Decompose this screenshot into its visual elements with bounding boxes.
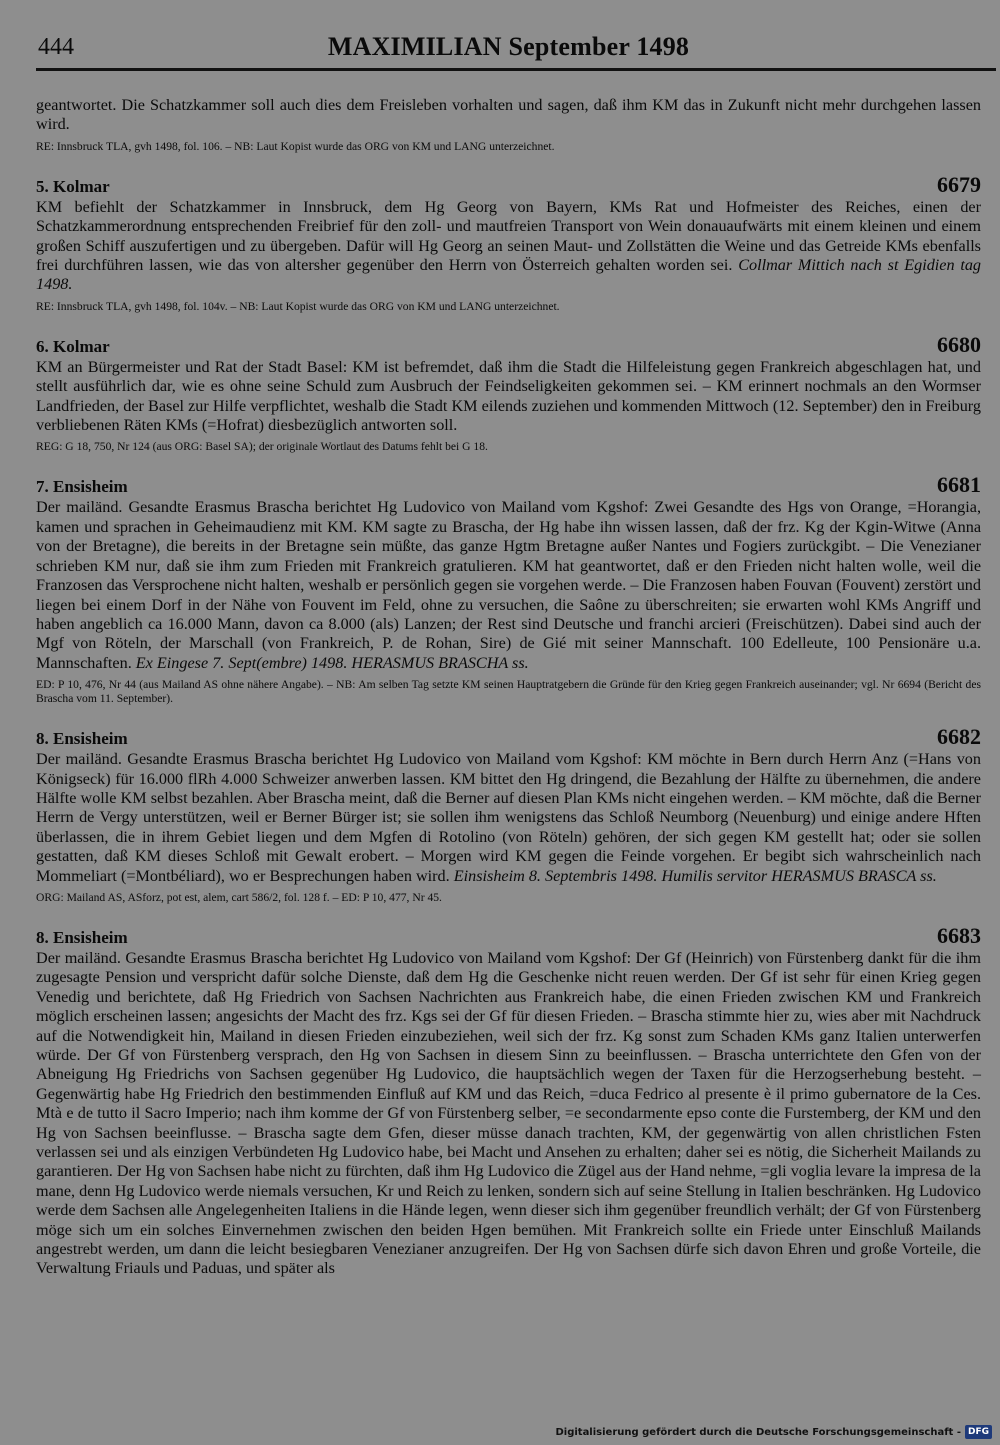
entry-source: ED: P 10, 476, Nr 44 (aus Mailand AS ohne nähere Angabe). – NB: Am selben Tag setzte KM seinen Hauptratgebern die Gründe für den Krieg gegen Frankreich auseinander; vgl. Nr 6694 (Bericht des Brascha vom 11. September). [36, 678, 981, 706]
document-page [36, 0, 981, 1279]
running-title: MAXIMILIAN September 1498 [327, 32, 690, 61]
entry-6682 [36, 724, 981, 905]
entry-body: Der mailänd. Gesandte Erasmus Brascha berichtet Hg Ludovico von Mailand vom Kgshof: KM möchte in Bern durch Herrn Anz (=Hans von Königseck) für 16.000 flRh 4.000 Schweizer anwerben lassen. KM bittet den Hg dringend, die Bezahlung der Hälfte zu übernehmen, die andere Hälfte wolle KM selbst bezahlen. Aber Brascha meint, daß die Berner auf diesen Plan KMs nicht eingehen werden. – KM möchte, daß die Berner Herrn de Vergy unterstützen, weil er Berner Bürger ist; sie sollen ihm wenigstens das Schloß Neumborg (Neuenburg) und einige andere Hften überlassen, die in ihrem Gebiet liegen und dem Mgfen di Rotolino (von Röteln) gehören, der sich gegen KM gestellt hat; oder sie sollen gestatten, daß KM dieses Schloß mit Gewalt erobert. – Morgen wird KM gegen die Feinde vorgehen. Er begibt sich wahrscheinlich nach Mommeliart (=Montbéliard), wo er Besprechungen haben wird. [36, 750, 981, 885]
entry-6680 [36, 332, 981, 455]
entry-6681 [36, 472, 981, 706]
entry-source: RE: Innsbruck TLA, gvh 1498, fol. 104v. – NB: Laut Kopist wurde das ORG von KM und LANG unterzeichnet. [36, 299, 560, 313]
entry-body: Der mailänd. Gesandte Erasmus Brascha berichtet Hg Ludovico von Mailand vom Kgshof: Der Gf (Heinrich) von Fürstenberg dankt für die ihm zugesagte Pension und verspricht dafür solche Dienste, daß dem Hg die Geschenke nicht reuen werden. Der Gf ist sehr für einen Krieg gegen Venedig und berichtete, daß Hg Friedrich von Sachsen Nachrichten aus Frankreich habe, die einen Frieden zwischen KM und Frankreich möglich erscheinen lassen; angesichts der Macht des frz. Kgs sei der Gf für diesen Frieden. – Brascha stimmte hier zu, wies aber mit Nachdruck auf die Notwendigkeit hin, Mailand in diesen Frieden einzubeziehen, weil sich der frz. Kg sonst zum Schaden KMs ganz Italien unterwerfen würde. Der Gf von Fürstenberg versprach, den Hg von Sachsen in diesem Sinn zu beeinflussen. – Brascha unterrichtete den Gfen von der Abneigung Hg Friedrichs von Sachsen gegenüber Hg Ludovico, die hauptsächlich wegen der Taxen für die Herzogserhebung besteht. – Gegenwärtig habe Hg Friedrich den bestimmenden Einfluß auf KM und das Reich, =duca Fedrico al presente è il primo gubernatore de la Ces. Mtà e de tutto il Sacro Imperio; nach ihm komme der Gf von Fürstenberg selber, =e secondarmente epso conte die Furstemberg, der KM und den Hg von Sachsen beeinflusse. – Brascha sagte dem Gfen, dieser müsse danach trachten, KM, der gegenwärtig von allen christlichen Fsten verlassen sei und als einzigen Verbündeten Hg Ludovico habe, bei Macht und Ansehen zu erhalten; daher sei es nötig, die Sicherheit Mailands zu garantieren. Der Hg von Sachsen habe nicht zu fürchten, daß ihm Hg Ludovico die Zügel aus der Hand nehme, =gli voglia levare la impresa de la mane, denn Hg Ludovico werde niemals versuchen, Kr und Reich zu lenken, sondern sich auf seine Stellung in Italien beschränken. Hg Ludovico werde dem Sachsen alle Angelegenheiten Italiens in die Hände legen, wenn dieser sich ihm gegenüber freundlich verhält; der Gf von Fürstenberg möge sich um ein solches Einvernehmen zwischen den beiden Hgen bemühen. Mit Frankreich sollte ein Friede unter Einschluß Mailands angestrebt werden, um dann die leicht besiegbaren Venezianer anzugreifen. Der Hg von Sachsen dürfe sich davon Ehren und große Vorteile, die Verwaltung Friauls und Paduas, und später als [36, 948, 981, 1278]
entry-number: 6682 [937, 724, 981, 750]
entry-place: 8. Ensisheim [36, 927, 128, 947]
entry-body: KM an Bürgermeister und Rat der Stadt Basel: KM ist befremdet, daß ihm die Stadt die Hilfeleistung gegen Frankreich abgeschlagen hat, und stellt ausführlich dar, wie es ohne seine Schuld zum Ausbruch der Feindseligkeiten gekommen sei. – KM erinnert nochmals an den Wormser Landfrieden, der Basel zur Hilfe verpflichtet, weshalb die Stadt KM eilends zuziehen und kommenden Mittwoch (12. September) den in Freiburg verbliebenen Räten KMs (=Hofrat) diesbezüglich antworten soll. [36, 357, 981, 435]
entry-source: REG: G 18, 750, Nr 124 (aus ORG: Basel SA); der originale Wortlaut des Datums fehlt bei G 18. [36, 440, 488, 454]
header-rule [36, 68, 996, 71]
entry-6679 [36, 172, 981, 314]
entry-quote: Collmar Mittich nach st Egidien tag 1498. [36, 256, 982, 294]
entry-heading [36, 332, 981, 358]
entry-heading [36, 172, 981, 198]
entry-body: KM befiehlt der Schatzkammer in Innsbruck, dem Hg Georg von Bayern, KMs Rat und Hofmeister des Reiches, einen der Schatzkammerordnung entsprechenden Freibrief für den zoll- und mautfreien Transport von Wein donauaufwärts mit einem kleinen und einem großen Schiff auszufertigen und zu übergeben. Dafür will Hg Georg an seinen Maut- und Zollstätten die Weine und das Getreide KMs ebenfalls frei durchführen lassen, wie das von altersher gegenüber den Herrn von Österreich gehalten worden sei. [36, 197, 981, 275]
footer [555, 1425, 992, 1439]
entry-quote: Einsisheim 8. Septembris 1498. Humilis servitor HERASMUS BRASCA ss. [453, 866, 937, 885]
entry-6683 [36, 923, 981, 1279]
entry-text [36, 358, 981, 436]
dfg-logo: DFG [965, 1425, 992, 1439]
entry-text [36, 949, 981, 1279]
entry-number: 6680 [937, 331, 981, 357]
entry-place: 7. Ensisheim [36, 477, 128, 497]
entry-number: 6681 [937, 472, 981, 498]
entry-quote: Ex Eingese 7. Sept(embre) 1498. HERASMUS BRASCHA ss. [135, 653, 529, 672]
continuation-text: geantwortet. Die Schatzkammer soll auch dies dem Freisleben vorhalten und sagen, daß ihm KM das in Zukunft nicht mehr durchgehen lassen wird. [36, 96, 981, 134]
entry-place: 8. Ensisheim [36, 729, 128, 749]
entry-text [36, 498, 981, 673]
entry-number: 6679 [937, 171, 981, 197]
continuation-source: RE: Innsbruck TLA, gvh 1498, fol. 106. – NB: Laut Kopist wurde das ORG von KM und LANG unterzeichnet. [36, 139, 555, 153]
continuation-block [36, 96, 981, 154]
entry-number: 6683 [937, 922, 981, 948]
entry-text [36, 750, 981, 886]
entry-heading [36, 472, 981, 498]
entry-heading [36, 724, 981, 750]
entry-place: 5. Kolmar [36, 176, 110, 196]
footer-credit: Digitalisierung gefördert durch die Deutsche Forschungsgemeinschaft - [555, 1426, 961, 1438]
entry-body: Der mailänd. Gesandte Erasmus Brascha berichtet Hg Ludovico von Mailand vom Kgshof: Zwei Gesandte des Hgs von Orange, =Horangia, kamen und sprachen in Geheimaudienz mit KM. KM sagte zu Brascha, der Hg habe ihn wissen lassen, daß der frz. Kg der Kgin-Witwe (Anna von der Bretagne), die bereits in der Bretagne sein müßte, das ganze Hgtm Bretagne außer Nantes und Fogiers zurückgibt. – Die Venezianer schrieben KM nur, daß sie ihm zum Frieden mit Frankreich gratulieren. KM hat geantwortet, daß er den Frieden nicht halten wolle, weil die Franzosen das Versprochene nicht halten, weshalb er persönlich gegen sie vorgehen werde. – Die Franzosen haben Fouvan (Fouvent) zerstört und liegen bei einem Dorf in der Nähe von Fouvent im Feld, ohne zu versuchen, die Saône zu überschreiten; sie erwarten wohl KMs Angriff und haben angeblich ca 16.000 Mann, davon ca 8.000 (als) Lanzen; der Rest sind Deutsche und franchi arcieri (Freischützen). Dabei sind auch der Mgf von Röteln, der Marschall (von Frankreich, P. de Rohan, Sire) de Gié mit seiner Mannschaft. 100 Edelleute, 100 Pensionäre u.a. Mannschaften. [36, 498, 981, 672]
page-header [36, 0, 981, 80]
entry-source: ORG: Mailand AS, ASforz, pot est, alem, cart 586/2, fol. 128 f. – ED: P 10, 477, Nr 45. [36, 890, 442, 904]
entry-text [36, 198, 981, 295]
page-number: 444 [38, 34, 74, 60]
entry-heading [36, 923, 981, 949]
entry-place: 6. Kolmar [36, 336, 110, 356]
